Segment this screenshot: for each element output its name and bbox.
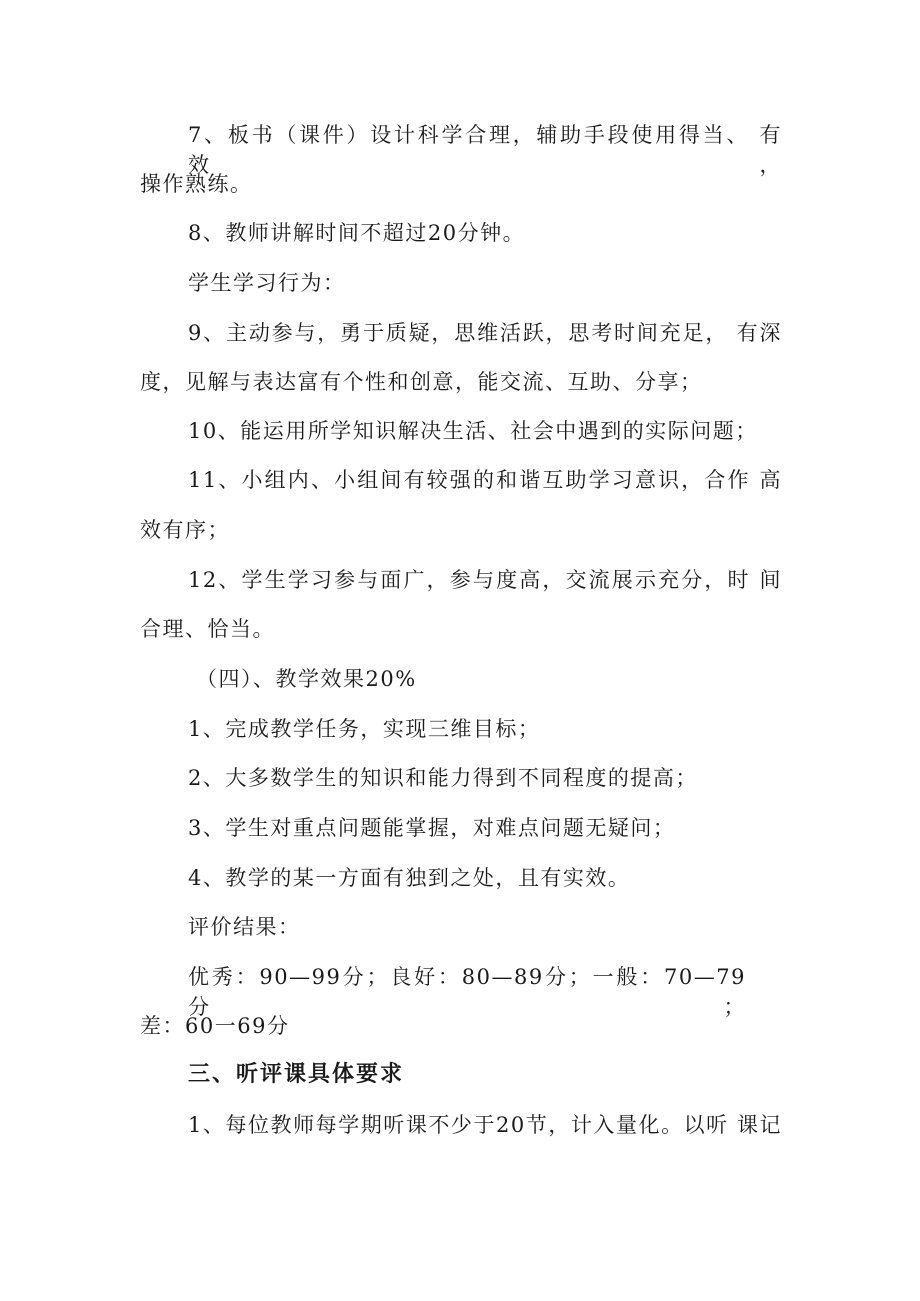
result-line-1: 优秀：90—99分；良好：80—89分；一般：70—79分；: [188, 965, 746, 1019]
item-10: 10、能运用所学知识解决生活、社会中遇到的实际问题；: [188, 419, 758, 443]
effect-item-3: 3、学生对重点问题能掌握，对难点问题无疑问；: [188, 816, 676, 840]
result-line-2: 差：60一69分: [140, 1014, 290, 1038]
section-3-heading: 三、听评课具体要求: [188, 1062, 405, 1087]
item-12-line-1: 12、学生学习参与面广，参与度高，交流展示充分，时 间: [188, 568, 782, 592]
item-11-line-2: 效有序；: [140, 518, 230, 542]
item-9-line-2: 度，见解与表达富有个性和创意，能交流、互助、分享；: [140, 370, 703, 394]
effect-item-1: 1、完成教学任务，实现三维目标；: [188, 717, 541, 741]
requirement-1-line-1: 1、每位教师每学期听课不少于20节，计入量化。以听 课记: [188, 1113, 782, 1137]
item-8: 8、教师讲解时间不超过20分钟。: [188, 221, 526, 245]
item-7-line-1: 7、板书（课件）设计科学合理，辅助手段使用得当、 有效，: [188, 123, 782, 177]
effect-item-4: 4、教学的某一方面有独到之处，且有实效。: [188, 866, 631, 890]
student-behavior-title: 学生学习行为：: [188, 271, 346, 295]
effect-item-2: 2、大多数学生的知识和能力得到不同程度的提高；: [188, 766, 698, 790]
item-7-line-2: 操作熟练。: [140, 172, 253, 196]
item-9-line-1: 9、主动参与，勇于质疑，思维活跃，思考时间充足， 有深: [188, 321, 782, 345]
item-12-line-2: 合理、恰当。: [140, 617, 275, 641]
item-11-line-1: 11、小组内、小组间有较强的和谐互助学习意识，合作 高: [188, 468, 782, 492]
result-title: 评价结果：: [188, 915, 301, 939]
section-4-title: （四）、教学效果20%: [196, 667, 417, 691]
